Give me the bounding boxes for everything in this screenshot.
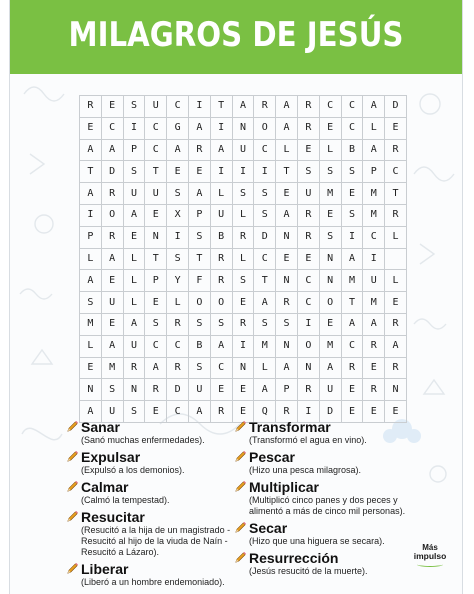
grid-cell[interactable]: X [167, 204, 189, 226]
word-label: Secar [249, 519, 288, 536]
grid-cell[interactable]: R [297, 117, 319, 139]
pencil-icon [234, 521, 247, 534]
word-line [234, 418, 414, 435]
grid-cell[interactable]: E [363, 401, 385, 423]
grid-cell[interactable]: N [385, 379, 407, 401]
grid-cell[interactable]: E [188, 161, 210, 183]
word-entry [234, 478, 414, 517]
grid-cell[interactable]: O [319, 292, 341, 314]
grid-cell[interactable]: R [276, 401, 298, 423]
grid-cell[interactable]: N [297, 357, 319, 379]
grid-cell[interactable]: U [363, 270, 385, 292]
grid-cell[interactable]: N [232, 117, 254, 139]
grid-cell[interactable]: O [101, 204, 123, 226]
grid-cell[interactable]: L [385, 270, 407, 292]
grid-cell[interactable]: R [385, 357, 407, 379]
grid-cell[interactable]: I [188, 96, 210, 118]
word-description: (Sanó muchas enfermedades). [81, 435, 205, 445]
grid-cell[interactable]: E [385, 401, 407, 423]
word-label: Expulsar [81, 448, 141, 465]
grid-cell[interactable]: S [319, 226, 341, 248]
grid-cell[interactable]: S [188, 357, 210, 379]
grid-cell[interactable]: N [232, 357, 254, 379]
grid-cell[interactable]: E [80, 357, 102, 379]
grid-cell[interactable]: L [80, 335, 102, 357]
grid-cell[interactable]: E [101, 313, 123, 335]
grid-cell[interactable]: C [210, 357, 232, 379]
grid-cell[interactable]: E [123, 226, 145, 248]
grid-cell[interactable]: C [363, 226, 385, 248]
word-entry [66, 478, 231, 506]
grid-cell[interactable]: E [101, 96, 123, 118]
grid-row [80, 292, 407, 314]
grid-cell[interactable]: R [232, 226, 254, 248]
grid-cell[interactable]: R [232, 313, 254, 335]
grid-cell[interactable]: P [123, 139, 145, 161]
grid-cell[interactable]: O [297, 335, 319, 357]
grid-cell[interactable]: E [167, 161, 189, 183]
grid-cell[interactable]: S [297, 161, 319, 183]
word-line [234, 549, 414, 566]
grid-cell[interactable]: L [385, 226, 407, 248]
word-label: Pescar [249, 448, 295, 465]
grid-cell[interactable]: R [210, 270, 232, 292]
grid-cell[interactable]: M [80, 313, 102, 335]
grid-row [80, 335, 407, 357]
grid-cell[interactable]: N [276, 226, 298, 248]
grid-cell[interactable]: L [80, 248, 102, 270]
grid-cell[interactable]: E [80, 117, 102, 139]
grid-cell[interactable]: C [319, 96, 341, 118]
grid-cell[interactable]: E [145, 204, 167, 226]
word-entry [234, 418, 414, 446]
grid-cell[interactable]: S [254, 183, 276, 205]
grid-cell[interactable]: E [297, 139, 319, 161]
grid-cell[interactable]: R [101, 183, 123, 205]
grid-cell[interactable]: R [385, 204, 407, 226]
grid-cell[interactable]: R [297, 96, 319, 118]
grid-row [80, 248, 407, 270]
grid-cell[interactable] [385, 248, 407, 270]
grid-cell[interactable]: E [385, 117, 407, 139]
grid-cell[interactable]: R [297, 379, 319, 401]
grid-cell[interactable]: A [80, 139, 102, 161]
grid-cell[interactable]: S [276, 313, 298, 335]
grid-cell[interactable]: L [276, 139, 298, 161]
grid-cell[interactable]: S [254, 204, 276, 226]
word-list-left [66, 418, 231, 590]
grid-cell[interactable]: L [123, 248, 145, 270]
word-line [234, 478, 414, 495]
grid-cell[interactable]: C [167, 96, 189, 118]
word-line [66, 418, 231, 435]
grid-cell[interactable]: D [385, 96, 407, 118]
grid-cell[interactable]: I [80, 204, 102, 226]
word-line [234, 448, 414, 465]
pencil-icon [234, 450, 247, 463]
grid-row [80, 183, 407, 205]
grid-cell[interactable]: N [145, 226, 167, 248]
grid-cell[interactable]: M [319, 335, 341, 357]
grid-cell[interactable]: A [363, 139, 385, 161]
pencil-icon [234, 480, 247, 493]
grid-cell[interactable]: D [319, 401, 341, 423]
grid-cell[interactable]: T [276, 161, 298, 183]
grid-cell[interactable]: U [145, 96, 167, 118]
grid-cell[interactable]: L [363, 117, 385, 139]
grid-cell[interactable]: I [232, 161, 254, 183]
grid-cell[interactable]: R [188, 139, 210, 161]
grid-cell[interactable]: R [297, 226, 319, 248]
pencil-icon [66, 562, 79, 575]
grid-cell[interactable]: R [385, 139, 407, 161]
grid-cell[interactable]: L [123, 292, 145, 314]
grid-cell[interactable]: N [319, 248, 341, 270]
grid-cell[interactable]: O [188, 292, 210, 314]
grid-cell[interactable]: M [319, 183, 341, 205]
grid-cell[interactable]: I [297, 313, 319, 335]
grid-cell[interactable]: A [188, 183, 210, 205]
grid-cell[interactable]: C [167, 401, 189, 423]
grid-cell[interactable]: A [80, 183, 102, 205]
brand-line2: impulso [413, 551, 447, 561]
word-label: Resucitar [81, 508, 145, 525]
grid-cell[interactable]: A [363, 313, 385, 335]
grid-cell[interactable]: P [80, 226, 102, 248]
word-label: Resurrección [249, 549, 339, 566]
grid-cell[interactable]: I [123, 117, 145, 139]
title-banner [10, 0, 462, 74]
grid-cell[interactable]: A [385, 335, 407, 357]
grid-cell[interactable]: E [210, 379, 232, 401]
grid-cell[interactable]: S [101, 379, 123, 401]
grid-cell[interactable]: U [210, 204, 232, 226]
grid-cell[interactable]: M [254, 335, 276, 357]
grid-cell[interactable]: I [297, 401, 319, 423]
grid-cell[interactable]: M [101, 357, 123, 379]
word-entry [66, 418, 231, 446]
grid-cell[interactable]: T [210, 96, 232, 118]
grid-cell[interactable]: E [341, 401, 363, 423]
grid-cell[interactable]: N [319, 270, 341, 292]
grid-cell[interactable]: S [210, 313, 232, 335]
grid-cell[interactable]: U [145, 183, 167, 205]
grid-cell[interactable]: C [297, 292, 319, 314]
grid-cell[interactable]: C [297, 270, 319, 292]
word-entry [66, 448, 231, 476]
grid-cell[interactable]: C [145, 139, 167, 161]
grid-cell[interactable]: E [385, 292, 407, 314]
word-label: Calmar [81, 478, 129, 495]
grid-cell[interactable]: E [145, 401, 167, 423]
pencil-icon [66, 510, 79, 523]
grid-cell[interactable]: A [341, 248, 363, 270]
word-list-right [234, 418, 414, 579]
grid-row [80, 139, 407, 161]
grid-cell[interactable]: S [145, 313, 167, 335]
word-line [66, 508, 231, 525]
grid-cell[interactable]: E [363, 357, 385, 379]
grid-cell[interactable]: E [341, 183, 363, 205]
grid-cell[interactable]: L [210, 183, 232, 205]
word-description: (Liberó a un hombre endemoniado). [81, 577, 225, 587]
grid-cell[interactable]: S [167, 183, 189, 205]
grid-row [80, 270, 407, 292]
word-line [234, 519, 414, 536]
grid-cell[interactable]: L [232, 248, 254, 270]
grid-row [80, 96, 407, 118]
word-entry [234, 549, 414, 577]
grid-cell[interactable]: C [167, 335, 189, 357]
word-description: (Jesús resucitó de la muerte). [249, 566, 368, 576]
pencil-icon [234, 420, 247, 433]
grid-cell[interactable]: R [297, 204, 319, 226]
word-label: Sanar [81, 418, 120, 435]
grid-cell[interactable]: P [276, 379, 298, 401]
grid-cell[interactable]: R [80, 96, 102, 118]
word-description: (Calmó la tempestad). [81, 495, 170, 505]
grid-cell[interactable]: O [254, 117, 276, 139]
grid-cell[interactable]: T [145, 248, 167, 270]
grid-cell[interactable]: E [232, 292, 254, 314]
grid-cell[interactable]: M [363, 292, 385, 314]
grid-cell[interactable]: R [123, 357, 145, 379]
brand-logo [413, 543, 447, 567]
grid-cell[interactable]: E [101, 270, 123, 292]
word-entry [66, 508, 231, 558]
grid-row [80, 204, 407, 226]
brand-swoosh-icon [417, 562, 443, 567]
grid-cell[interactable]: E [276, 183, 298, 205]
pencil-icon [66, 450, 79, 463]
pencil-icon [66, 480, 79, 493]
grid-cell[interactable]: A [276, 117, 298, 139]
grid-cell[interactable]: S [80, 292, 102, 314]
grid-cell[interactable]: R [276, 292, 298, 314]
word-label: Multiplicar [249, 478, 320, 495]
grid-row [80, 117, 407, 139]
grid-cell[interactable]: T [341, 292, 363, 314]
grid-cell[interactable]: N [276, 270, 298, 292]
grid-cell[interactable]: S [188, 226, 210, 248]
grid-cell[interactable]: S [167, 248, 189, 270]
grid-cell[interactable]: S [123, 401, 145, 423]
grid-cell[interactable]: M [341, 270, 363, 292]
grid-cell[interactable]: R [101, 226, 123, 248]
brand-line1: Más [422, 543, 438, 552]
grid-cell[interactable]: A [276, 357, 298, 379]
word-label: Liberar [81, 560, 129, 577]
grid-cell[interactable]: P [188, 204, 210, 226]
grid-cell[interactable]: G [167, 117, 189, 139]
grid-cell[interactable]: A [188, 117, 210, 139]
grid-cell[interactable]: F [188, 270, 210, 292]
grid-cell[interactable]: S [232, 183, 254, 205]
word-search-grid [79, 95, 407, 423]
grid-cell[interactable]: A [276, 96, 298, 118]
word-entry [234, 519, 414, 547]
grid-cell[interactable]: A [341, 313, 363, 335]
grid-cell[interactable]: D [101, 161, 123, 183]
grid-cell[interactable]: U [232, 139, 254, 161]
grid-cell[interactable]: C [145, 117, 167, 139]
page-title: MILAGROS DE JESÚS [68, 15, 404, 55]
grid-cell[interactable]: T [80, 161, 102, 183]
grid-row [80, 226, 407, 248]
grid-cell[interactable]: R [385, 313, 407, 335]
grid-cell[interactable]: S [188, 313, 210, 335]
grid-cell[interactable]: L [254, 357, 276, 379]
grid-cell[interactable]: I [363, 248, 385, 270]
grid-cell[interactable]: R [145, 379, 167, 401]
grid-cell[interactable]: C [254, 248, 276, 270]
pencil-icon [66, 420, 79, 433]
grid-row [80, 161, 407, 183]
grid-cell[interactable]: A [123, 313, 145, 335]
word-entry [66, 560, 231, 588]
grid-cell[interactable]: U [297, 183, 319, 205]
grid-cell[interactable]: S [123, 161, 145, 183]
grid-cell[interactable]: B [341, 139, 363, 161]
grid-cell[interactable]: I [167, 226, 189, 248]
pencil-icon [234, 551, 247, 564]
grid-cell[interactable]: L [232, 204, 254, 226]
grid-cell[interactable]: E [297, 248, 319, 270]
grid-cell[interactable]: L [319, 139, 341, 161]
grid-cell[interactable]: Q [254, 401, 276, 423]
grid-cell[interactable]: T [145, 161, 167, 183]
word-description: (Transformó el agua en vino). [249, 435, 367, 445]
grid-row [80, 357, 407, 379]
grid-cell[interactable]: U [123, 183, 145, 205]
word-label: Transformar [249, 418, 331, 435]
grid-row [80, 379, 407, 401]
grid-cell[interactable]: A [319, 357, 341, 379]
grid-cell[interactable]: R [210, 248, 232, 270]
grid-cell[interactable]: D [254, 226, 276, 248]
grid-cell[interactable]: Y [167, 270, 189, 292]
grid-cell[interactable]: U [123, 335, 145, 357]
grid-cell[interactable]: E [319, 117, 341, 139]
grid-cell[interactable]: A [80, 401, 102, 423]
grid-cell[interactable]: S [123, 96, 145, 118]
grid-cell[interactable]: R [210, 401, 232, 423]
grid-cell[interactable]: N [123, 379, 145, 401]
grid-cell[interactable]: L [123, 270, 145, 292]
grid-cell[interactable]: A [101, 139, 123, 161]
grid-cell[interactable]: C [385, 161, 407, 183]
grid-cell[interactable]: T [254, 270, 276, 292]
grid-cell[interactable]: T [385, 183, 407, 205]
grid-cell[interactable]: E [319, 313, 341, 335]
grid-cell[interactable]: S [341, 161, 363, 183]
word-description: (Multiplicó cinco panes y dos peces y alimentó a más de cinco mil personas). [249, 495, 406, 516]
grid-cell[interactable]: C [341, 335, 363, 357]
word-description: (Hizo que una higuera se secara). [249, 536, 385, 546]
grid-cell[interactable]: E [341, 379, 363, 401]
grid-cell[interactable]: R [254, 96, 276, 118]
grid-cell[interactable]: T [188, 248, 210, 270]
grid-cell[interactable]: P [145, 270, 167, 292]
grid-cell[interactable]: N [276, 335, 298, 357]
grid-cell[interactable]: R [167, 357, 189, 379]
word-line [66, 560, 231, 577]
grid-cell[interactable]: U [319, 379, 341, 401]
grid-cell[interactable]: I [210, 161, 232, 183]
grid-cell[interactable]: C [341, 96, 363, 118]
grid-cell[interactable]: A [210, 139, 232, 161]
grid-cell[interactable]: L [167, 292, 189, 314]
grid-cell[interactable]: R [341, 357, 363, 379]
grid-cell[interactable]: A [145, 357, 167, 379]
grid-cell[interactable]: D [167, 379, 189, 401]
grid-cell[interactable]: S [232, 270, 254, 292]
grid-cell[interactable]: E [232, 401, 254, 423]
grid-cell[interactable]: I [232, 335, 254, 357]
grid-cell[interactable]: C [145, 335, 167, 357]
grid-cell[interactable]: M [363, 204, 385, 226]
grid-cell[interactable]: U [101, 292, 123, 314]
grid-cell[interactable]: R [363, 335, 385, 357]
grid-cell[interactable]: C [101, 117, 123, 139]
grid-cell[interactable]: A [210, 335, 232, 357]
grid-cell[interactable]: E [319, 204, 341, 226]
grid-cell[interactable]: I [210, 117, 232, 139]
grid-cell[interactable]: S [319, 161, 341, 183]
grid-cell[interactable]: C [341, 117, 363, 139]
grid-cell[interactable]: A [232, 96, 254, 118]
grid-row [80, 313, 407, 335]
grid-cell[interactable]: M [363, 183, 385, 205]
grid-cell[interactable]: A [254, 379, 276, 401]
grid-cell[interactable]: A [101, 248, 123, 270]
grid-cell[interactable]: S [254, 313, 276, 335]
grid-cell[interactable]: E [232, 379, 254, 401]
grid-cell[interactable]: I [341, 226, 363, 248]
grid-cell[interactable]: A [80, 270, 102, 292]
grid-cell[interactable]: R [167, 313, 189, 335]
word-description: (Expulsó a los demonios). [81, 465, 185, 475]
grid-cell[interactable]: A [276, 204, 298, 226]
grid-cell[interactable]: E [276, 248, 298, 270]
word-entry [234, 448, 414, 476]
grid-cell[interactable]: A [188, 401, 210, 423]
grid-cell[interactable]: O [210, 292, 232, 314]
grid-cell[interactable]: P [363, 161, 385, 183]
grid-cell[interactable]: U [101, 401, 123, 423]
grid-cell[interactable]: I [254, 161, 276, 183]
grid-cell[interactable]: A [254, 292, 276, 314]
word-line [66, 478, 231, 495]
grid-cell[interactable]: U [188, 379, 210, 401]
word-description: (Hizo una pesca milagrosa). [249, 465, 362, 475]
grid-cell[interactable]: A [167, 139, 189, 161]
grid-cell[interactable]: E [145, 292, 167, 314]
grid-cell[interactable]: C [254, 139, 276, 161]
grid-cell[interactable]: S [341, 204, 363, 226]
grid-cell[interactable]: B [188, 335, 210, 357]
grid-cell[interactable]: A [363, 96, 385, 118]
word-line [66, 448, 231, 465]
grid-cell[interactable]: R [363, 379, 385, 401]
grid-cell[interactable]: B [210, 226, 232, 248]
grid-cell[interactable]: A [123, 204, 145, 226]
grid-cell[interactable]: N [80, 379, 102, 401]
word-description: (Resucitó a la hija de un magistrado - Resucitó al hijo de la viuda de Naín - Resucitó a Lázaro). [81, 525, 231, 557]
grid-cell[interactable]: A [101, 335, 123, 357]
